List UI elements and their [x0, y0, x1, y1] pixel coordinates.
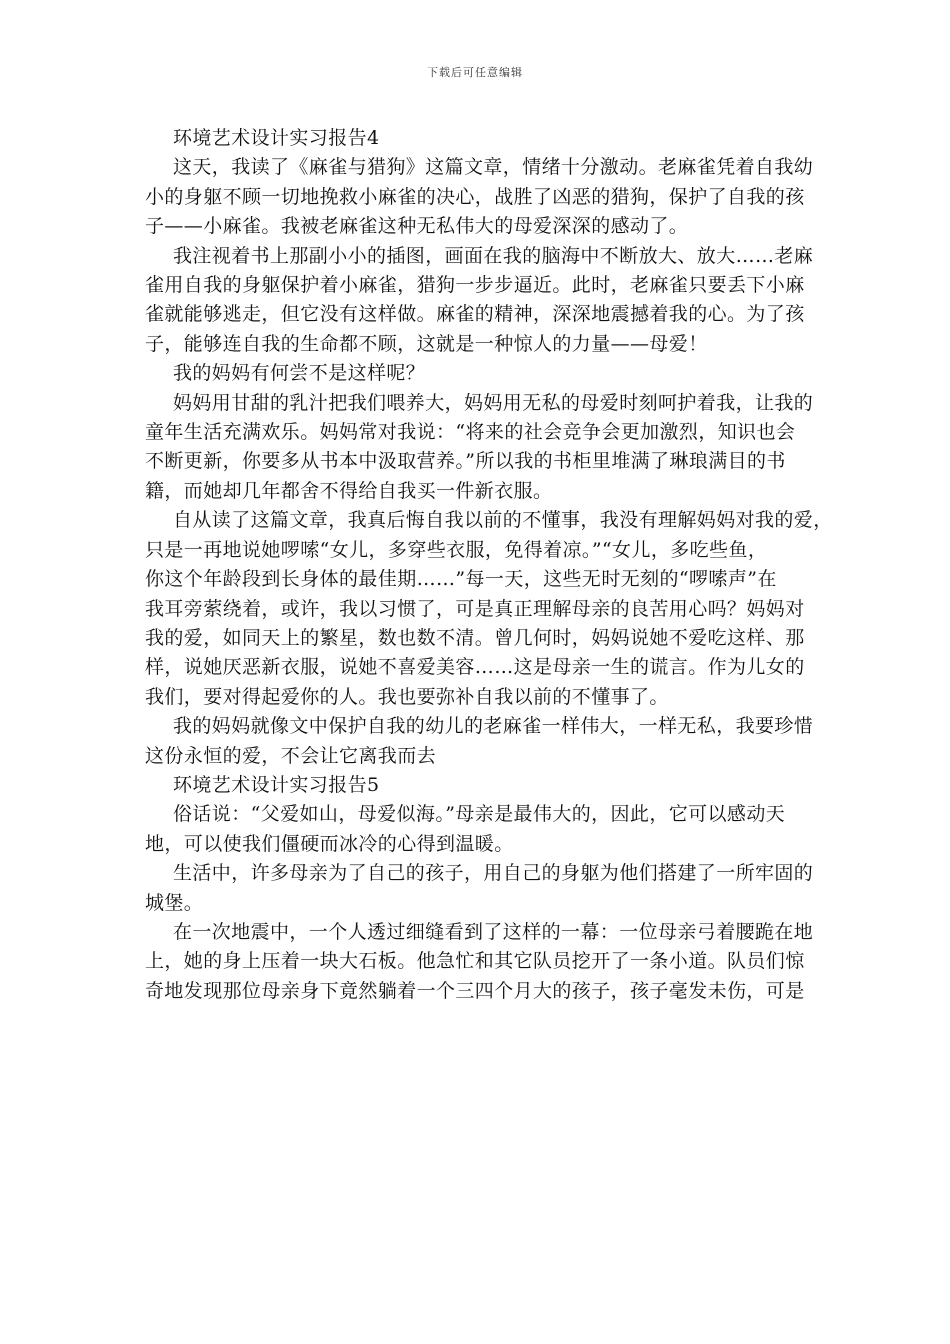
paragraph — [145, 859, 814, 918]
text-line: 奇地发现那位母亲身下竟然躺着一个三四个月大的孩子，孩子毫发未伤，可是 — [145, 979, 805, 1002]
text-line: 地，可以使我们僵硬而冰冷的心得到温暖。 — [145, 832, 514, 855]
paragraph — [145, 153, 814, 241]
text-line: 小的身躯不顾一切地挽救小麻雀的决心，战胜了凶恶的猎狗，保护了自我的孩 — [145, 185, 805, 208]
section-heading — [145, 771, 807, 800]
text-line: 雀就能够逃走，但它没有这样做。麻雀的精神，深深地震撼着我的心。为了孩 — [145, 303, 805, 326]
header-note: 下载后可任意编辑 — [427, 66, 523, 79]
text-line: 我的妈妈有何尝不是这样呢？ — [173, 362, 426, 385]
text-line: 这天，我读了《麻雀与猎狗》这篇文章，情绪十分激动。老麻雀凭着自我幼 — [173, 156, 814, 179]
text-line: 我的妈妈就像文中保护自我的幼儿的老麻雀一样伟大，一样无私，我要珍惜 — [173, 715, 814, 738]
text-line: 环境艺术设计实习报告4 — [173, 127, 380, 149]
text-line: 样，说她厌恶新衣服，说她不喜爱美容……这是母亲一生的谎言。作为儿女的 — [145, 656, 805, 679]
text-line: 籍，而她却几年都舍不得给自我买一件新衣服。 — [145, 479, 553, 502]
paragraph — [145, 800, 807, 859]
text-line: 在一次地震中，一个人透过细缝看到了这样的一幕：一位母亲弓着腰跪在地 — [173, 920, 814, 943]
text-line: 生活中，许多母亲为了自己的孩子，用自己的身躯为他们搭建了一所牢固的 — [173, 862, 814, 885]
paragraph — [145, 242, 814, 360]
text-line: 雀用自我的身躯保护着小麻雀，猎狗一步步逼近。此时，老麻雀只要丢下小麻 — [145, 274, 805, 297]
text-line: 我耳旁萦绕着，或许，我以习惯了，可是真正理解母亲的良苦用心吗？妈妈对 — [145, 597, 805, 620]
text-line: 不断更新，你要多从书本中汲取营养。”所以我的书柜里堆满了琳琅满目的书 — [145, 450, 786, 473]
paragraph — [145, 506, 833, 712]
text-line: 这份永恒的爱，不会让它离我而去 — [145, 744, 437, 767]
text-line: 子——小麻雀。我被老麻雀这种无私伟大的母爱深深的感动了。 — [145, 215, 689, 238]
paragraph — [145, 359, 807, 388]
paragraph — [145, 712, 814, 771]
text-line: 环境艺术设计实习报告5 — [173, 773, 380, 796]
text-line: 城堡。 — [145, 891, 204, 914]
text-line: 我们，要对得起爱你的人。我也要弥补自我以前的不懂事了。 — [145, 685, 669, 708]
section-heading — [145, 124, 807, 153]
text-line: 你这个年龄段到长身体的最佳期……”每一天，这些无时无刻的“啰嗦声”在 — [145, 568, 777, 591]
text-line: 妈妈用甘甜的乳汁把我们喂养大，妈妈用无私的母爱时刻呵护着我，让我的 — [173, 391, 814, 414]
text-line: 只是一再地说她啰嗦“女儿，多穿些衣服，免得着凉。”“女儿，多吃些鱼， — [145, 538, 768, 561]
text-line: 我的爱，如同天上的繁星，数也数不清。曾几何时，妈妈说她不爱吃这样、那 — [145, 626, 805, 649]
text-line: 童年生活充满欢乐。妈妈常对我说：“将来的社会竞争会更加激烈，知识也会 — [145, 421, 796, 444]
paragraph — [145, 389, 814, 507]
text-line: 自从读了这篇文章，我真后悔自我以前的不懂事，我没有理解妈妈对我的爱， — [173, 509, 833, 532]
text-line: 我注视着书上那副小小的插图，画面在我的脑海中不断放大、放大……老麻 — [173, 244, 814, 267]
text-line: 子，能够连自我的生命都不顾，这就是一种惊人的力量——母爱！ — [145, 332, 708, 355]
paragraph — [145, 918, 814, 1006]
document-body — [145, 124, 833, 1006]
text-line: 俗话说：“父爱如山，母爱似海。”母亲是最伟大的，因此，它可以感动天 — [173, 803, 786, 826]
text-line: 上，她的身上压着一块大石板。他急忙和其它队员挖开了一条小道。队员们惊 — [145, 950, 805, 973]
